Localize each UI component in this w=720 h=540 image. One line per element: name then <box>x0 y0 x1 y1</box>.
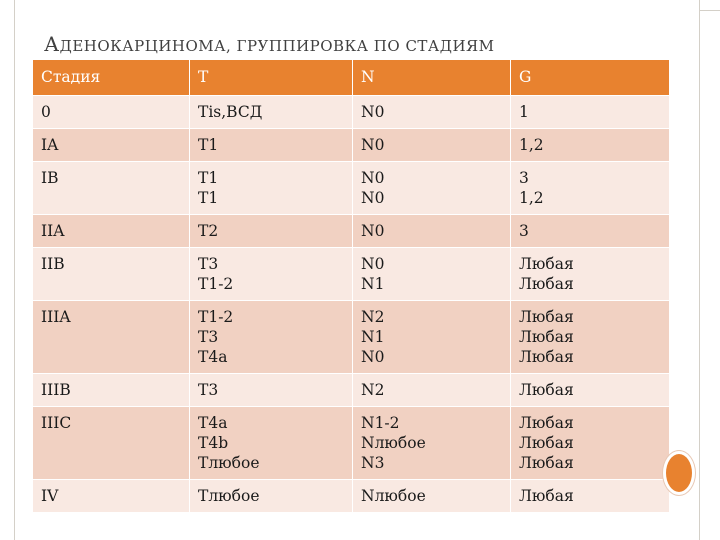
slide-frame-left-line <box>14 0 15 540</box>
cell-line: Любая <box>519 328 574 346</box>
table-cell-t <box>190 96 353 129</box>
table-cell-t <box>190 215 353 248</box>
table-cell-n <box>353 301 511 374</box>
table-cell-stage <box>33 129 190 162</box>
cell-line: 0 <box>41 103 51 121</box>
table-cell-g <box>511 374 670 407</box>
table-cell-t <box>190 301 353 374</box>
cell-line: N0 <box>361 103 385 121</box>
table-cell-stage <box>33 480 190 513</box>
table-cell-n <box>353 407 511 480</box>
table-row <box>33 301 670 374</box>
table-cell-g <box>511 480 670 513</box>
staging-table <box>32 59 670 513</box>
cell-line: IA <box>41 136 59 154</box>
table-cell-n <box>353 162 511 215</box>
table-cell-g <box>511 301 670 374</box>
cell-line: IIB <box>41 255 65 273</box>
table-row <box>33 215 670 248</box>
cell-line: N2 <box>361 381 385 399</box>
cell-line: Любая <box>519 454 574 472</box>
slide-title-rest: ДЕНОКАРЦИНОМА, ГРУППИРОВКА ПО СТАДИЯМ <box>59 37 495 55</box>
table-cell-stage <box>33 248 190 301</box>
cell-line: N0 <box>361 189 385 207</box>
slide-title-initial: А <box>44 32 60 56</box>
table-cell-n <box>353 248 511 301</box>
cell-line: 3 <box>519 169 529 187</box>
table-cell-t <box>190 480 353 513</box>
cell-line: IIA <box>41 222 65 240</box>
table-row <box>33 129 670 162</box>
column-header-n: N <box>353 60 511 96</box>
cell-line: 1 <box>519 103 529 121</box>
table-cell-g <box>511 129 670 162</box>
table-cell-n <box>353 96 511 129</box>
table-cell-g <box>511 248 670 301</box>
cell-line: T1 <box>198 169 219 187</box>
cell-line: T4a <box>198 348 228 366</box>
table-cell-t <box>190 407 353 480</box>
table-cell-stage <box>33 162 190 215</box>
cell-line: Любая <box>519 434 574 452</box>
cell-line: IIIA <box>41 308 71 326</box>
table-cell-stage <box>33 301 190 374</box>
cell-line: Tлюбое <box>198 454 260 472</box>
cell-line: T1-2 <box>198 308 234 326</box>
cell-line: T1 <box>198 136 219 154</box>
table-row <box>33 407 670 480</box>
cell-line: T3 <box>198 255 219 273</box>
cell-line: IIIC <box>41 414 72 432</box>
table-row <box>33 162 670 215</box>
cell-line: N0 <box>361 222 385 240</box>
cell-line: T2 <box>198 222 219 240</box>
table-cell-g <box>511 215 670 248</box>
table-cell-t <box>190 374 353 407</box>
table-cell-stage <box>33 96 190 129</box>
table-cell-t <box>190 162 353 215</box>
table-row <box>33 480 670 513</box>
column-header-t: T <box>190 60 353 96</box>
table-cell-g <box>511 162 670 215</box>
cell-line: N1-2 <box>361 414 400 432</box>
cell-line: Любая <box>519 255 574 273</box>
cell-line: T3 <box>198 381 219 399</box>
cell-line: 1,2 <box>519 136 544 154</box>
slide-accent-circle <box>663 451 695 495</box>
cell-line: Tis,BCД <box>198 103 263 121</box>
cell-line: IV <box>41 487 59 505</box>
slide-frame-right-line <box>699 0 700 540</box>
cell-line: Tлюбое <box>198 487 260 505</box>
table-cell-g <box>511 407 670 480</box>
cell-line: T1 <box>198 189 219 207</box>
cell-line: N0 <box>361 255 385 273</box>
table-cell-g <box>511 96 670 129</box>
column-header-g: G <box>511 60 670 96</box>
table-cell-n <box>353 480 511 513</box>
cell-line: 1,2 <box>519 189 544 207</box>
slide-title <box>44 32 495 56</box>
cell-line: N3 <box>361 454 385 472</box>
cell-line: IB <box>41 169 59 187</box>
table-cell-n <box>353 215 511 248</box>
table-cell-stage <box>33 374 190 407</box>
cell-line: Любая <box>519 487 574 505</box>
cell-line: T4a <box>198 414 228 432</box>
cell-line: 3 <box>519 222 529 240</box>
cell-line: IIIB <box>41 381 71 399</box>
cell-line: T4b <box>198 434 229 452</box>
cell-line: Любая <box>519 414 574 432</box>
table-cell-n <box>353 129 511 162</box>
cell-line: N1 <box>361 328 385 346</box>
cell-line: N0 <box>361 169 385 187</box>
table-cell-stage <box>33 407 190 480</box>
table-row <box>33 374 670 407</box>
cell-line: N2 <box>361 308 385 326</box>
slide-frame-corner-line <box>699 0 720 11</box>
cell-line: Любая <box>519 275 574 293</box>
table-header-row <box>33 60 670 96</box>
cell-line: N0 <box>361 136 385 154</box>
cell-line: T3 <box>198 328 219 346</box>
cell-line: Любая <box>519 348 574 366</box>
table-row <box>33 96 670 129</box>
table-body <box>33 96 670 513</box>
cell-line: N0 <box>361 348 385 366</box>
cell-line: Nлюбое <box>361 487 426 505</box>
table-cell-n <box>353 374 511 407</box>
cell-line: T1-2 <box>198 275 234 293</box>
cell-line: N1 <box>361 275 385 293</box>
cell-line: Любая <box>519 381 574 399</box>
table-row <box>33 248 670 301</box>
cell-line: Nлюбое <box>361 434 426 452</box>
cell-line: Любая <box>519 308 574 326</box>
column-header-stage: Стадия <box>33 60 190 96</box>
table-cell-t <box>190 129 353 162</box>
table-cell-stage <box>33 215 190 248</box>
table-cell-t <box>190 248 353 301</box>
